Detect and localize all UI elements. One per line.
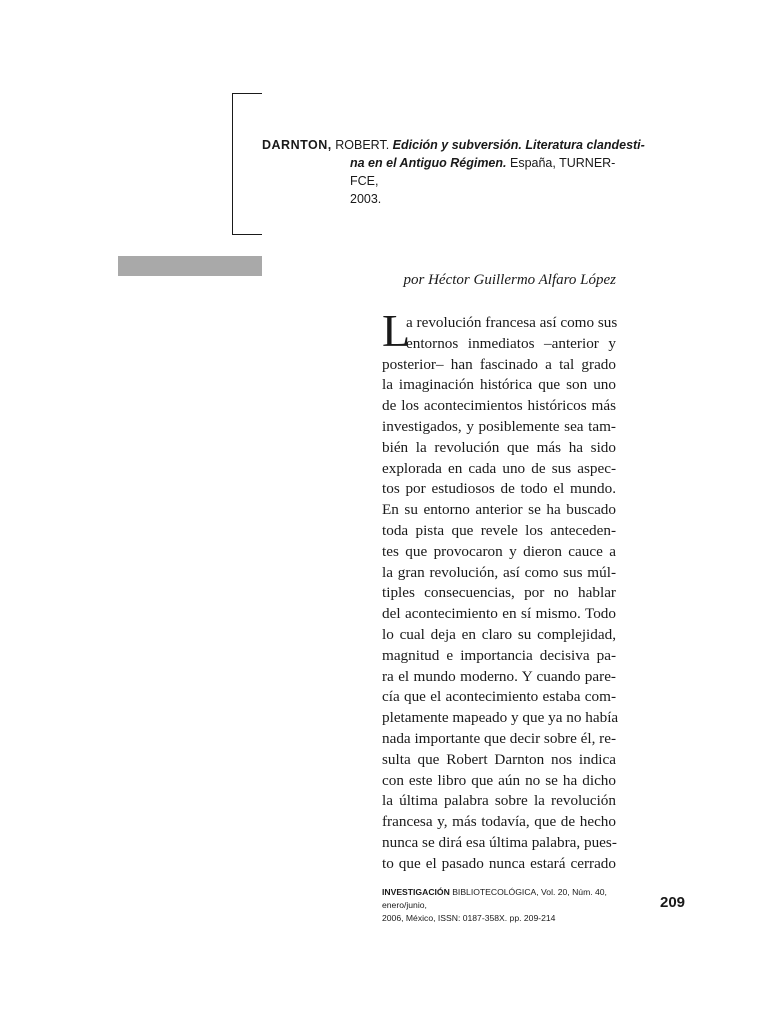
body-line: la imaginación histórica que son uno — [382, 376, 616, 394]
body-line: to que el pasado nunca estará cerrado — [382, 854, 616, 872]
body-line: de los acontecimientos históricos más — [382, 397, 616, 415]
book-title-part-2: na en el Antiguo Régimen. — [350, 156, 507, 170]
citation-bracket — [232, 93, 262, 235]
body-line: ra el mundo moderno. Y cuando pare- — [382, 667, 616, 685]
body-line: a revolución francesa así como sus — [406, 314, 618, 331]
body-line: entornos inmediatos –anterior y — [406, 334, 616, 352]
body-line: tes que provocaron y dieron cauce a — [382, 542, 616, 560]
body-line: tiples consecuencias, por no hablar — [382, 584, 616, 602]
body-line: explorada en cada uno de sus aspec- — [382, 459, 616, 477]
author-surname: DARNTON, — [262, 138, 332, 152]
body-line: nunca se dirá esa última palabra, pues- — [382, 833, 617, 851]
body-line: bién la revolución que más ha sido — [382, 438, 616, 456]
review-body — [382, 313, 619, 875]
body-line: pletamente mapeado y que ya no había — [382, 709, 619, 727]
body-line: con este libro que aún no se ha dicho — [382, 771, 616, 789]
footer-line-1 — [382, 886, 618, 912]
journal-details: BIBLIOTECOLÓGICA, Vol. 20, Núm. 40, enero/junio, — [382, 887, 607, 910]
body-line: lo cual deja en claro su complejidad, — [382, 625, 616, 643]
body-line: sulta que Robert Darnton nos indica — [382, 750, 616, 768]
author-given-name: ROBERT. — [335, 138, 390, 152]
footer-line-2: 2006, México, ISSN: 0187-358X. pp. 209-214 — [382, 913, 556, 923]
body-line: del acontecimiento en sí mismo. Todo — [382, 605, 616, 623]
citation-line-1 — [262, 136, 645, 154]
book-title-part-1: Edición y subversión. Literatura clandesti- — [392, 138, 645, 152]
drop-cap: L — [382, 305, 411, 356]
citation-year: 2003. — [350, 192, 382, 206]
body-line: nada importante que decir sobre él, re- — [382, 729, 617, 747]
body-line: francesa y, más todavía, que de hecho — [382, 813, 616, 831]
body-line: la última palabra sobre la revolución — [382, 792, 616, 810]
review-byline: por Héctor Guillermo Alfaro López — [403, 272, 616, 288]
body-line: la gran revolución, así como sus múl- — [382, 563, 616, 581]
body-line: investigados, y posiblemente sea tam- — [382, 417, 616, 435]
body-line: cía que el acontecimiento estaba com- — [382, 688, 616, 706]
body-line: tos por estudiosos de todo el mundo. — [382, 480, 616, 498]
book-citation — [262, 136, 645, 208]
page-number: 209 — [660, 894, 686, 911]
journal-footer — [382, 886, 618, 925]
journal-name: INVESTIGACIÓN — [382, 887, 450, 897]
section-marker-bar — [118, 256, 262, 276]
body-line: toda pista que revele los anteceden- — [382, 521, 616, 539]
body-line: En su entorno anterior se ha buscado — [382, 501, 616, 519]
publisher: España, TURNER-FCE, — [350, 156, 616, 188]
citation-line-2 — [262, 154, 618, 190]
body-line: posterior– han fascinado a tal grado — [382, 355, 616, 373]
body-line: magnitud e importancia decisiva pa- — [382, 646, 616, 664]
